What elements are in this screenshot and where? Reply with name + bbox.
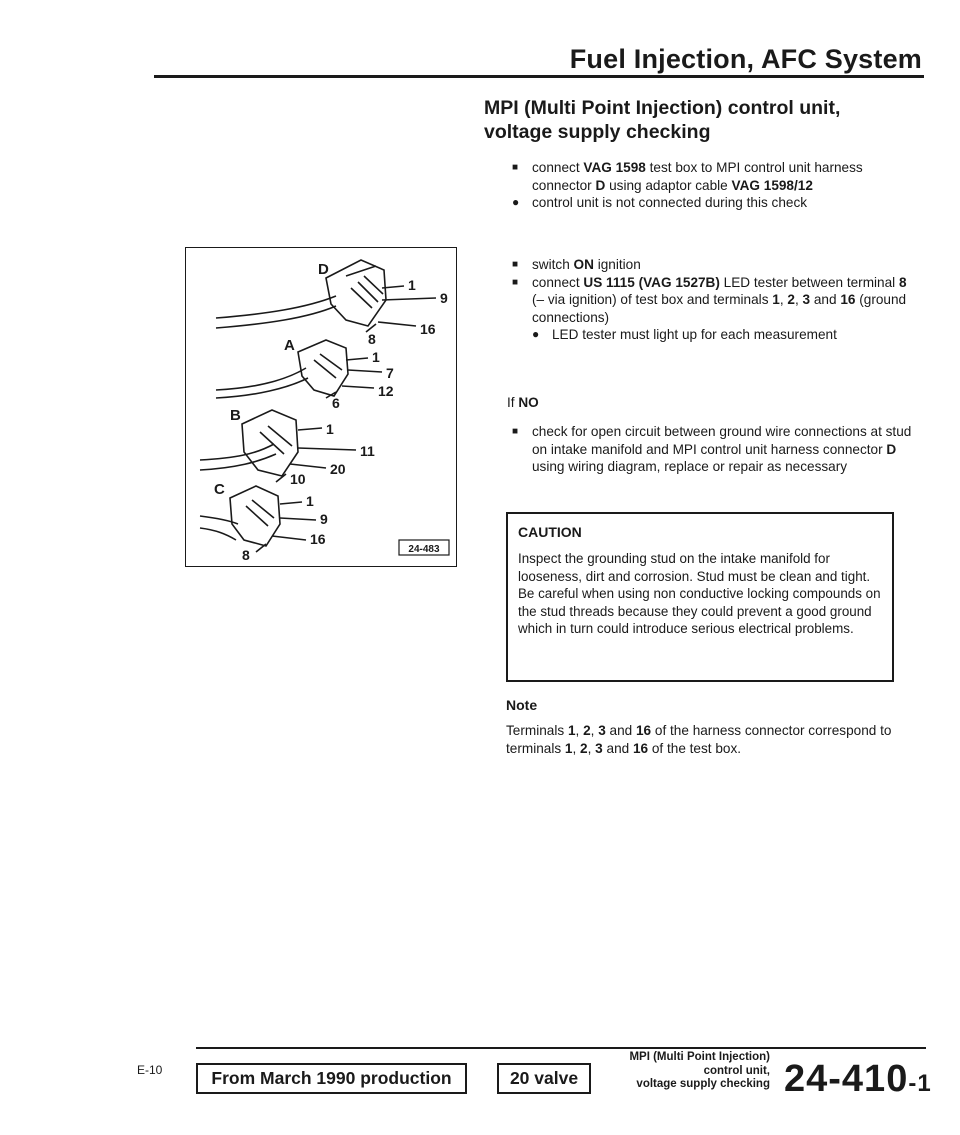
connector-a-letter: A: [284, 337, 295, 354]
svg-text:10: 10: [290, 471, 306, 487]
figure-reference: 24-483: [408, 544, 440, 555]
connector-b: [200, 407, 375, 487]
svg-text:20: 20: [330, 461, 346, 477]
production-date-box: From March 1990 production: [196, 1063, 467, 1094]
valve-box: 20 valve: [497, 1063, 591, 1094]
caution-text: Inspect the grounding stud on the intake manifold for looseness, dirt and corrosion. Stud must be clean and tight. Be careful when using non conductive locking compounds on the stud threads because they could prevent a good ground which in turn could introduce serious electrical problems.: [518, 551, 881, 637]
note-text: Terminals 1, 2, 3 and 16 of the harness connector correspond to terminals 1, 2, 3 and 16 of the test box.: [506, 723, 892, 756]
svg-text:1: 1: [408, 277, 416, 293]
caution-box: [506, 512, 894, 682]
if-no-label: If NO: [507, 395, 539, 410]
svg-text:11: 11: [360, 443, 375, 459]
svg-text:8: 8: [368, 331, 376, 347]
svg-text:1: 1: [306, 493, 314, 509]
sub-step-text: control unit is not connected during this check: [532, 195, 808, 210]
svg-text:1: 1: [372, 349, 380, 365]
step-text: connect VAG 1598 test box to MPI control unit harness connector D using adaptor cable VAG 1598/12: [532, 160, 863, 193]
header-rule: [154, 75, 924, 78]
page-header-title: Fuel Injection, AFC System: [569, 44, 922, 74]
connector-c-letter: C: [214, 481, 225, 498]
step-led-tester: [512, 256, 912, 344]
sub-step-text: LED tester must light up for each measurement: [552, 327, 837, 342]
square-bullet-icon: ■: [512, 276, 519, 288]
step-text: switch ON ignition: [532, 257, 641, 272]
step-text: connect US 1115 (VAG 1527B) LED tester between terminal 8 (– via ignition) of test box and terminals 1, 2, 3 and 16 (ground connections): [532, 274, 907, 325]
svg-text:9: 9: [440, 290, 448, 306]
section-title: MPI (Multi Point Injection) control unit, voltage supply checking: [484, 97, 841, 143]
svg-text:8: 8: [242, 547, 250, 563]
page-marker: E-10: [137, 1063, 163, 1077]
svg-text:1: 1: [326, 421, 334, 437]
footer-description: MPI (Multi Point Injection) control unit, voltage supply checking: [629, 1051, 770, 1090]
caution-title: CAUTION: [518, 524, 582, 540]
square-bullet-icon: ■: [512, 426, 519, 437]
step-check-open-circuit: [512, 423, 912, 476]
svg-text:16: 16: [310, 531, 326, 547]
step-text: check for open circuit between ground wire connections at stud on intake manifold and MPI control unit harness connector D using wiring diagram, replace or repair as necessary: [532, 424, 912, 474]
round-bullet-icon: ●: [512, 195, 520, 209]
svg-text:6: 6: [332, 395, 340, 411]
svg-text:9: 9: [320, 511, 328, 527]
connector-figure: [185, 247, 457, 567]
connector-d-letter: D: [318, 261, 329, 278]
round-bullet-icon: ●: [532, 327, 540, 341]
svg-text:7: 7: [386, 365, 394, 381]
connector-a: [216, 337, 394, 411]
square-bullet-icon: ■: [512, 259, 519, 270]
connector-illustration: [186, 248, 456, 566]
note-title: Note: [506, 697, 538, 713]
page-number: 24-410-1: [784, 1058, 932, 1100]
step-connect-test-box: [512, 159, 912, 212]
connector-c: [200, 481, 328, 563]
connector-b-letter: B: [230, 407, 241, 424]
footer-rule: [196, 1047, 926, 1049]
square-bullet-icon: ■: [512, 162, 519, 173]
connector-d: [216, 260, 448, 347]
svg-text:12: 12: [378, 383, 394, 399]
svg-text:16: 16: [420, 321, 436, 337]
